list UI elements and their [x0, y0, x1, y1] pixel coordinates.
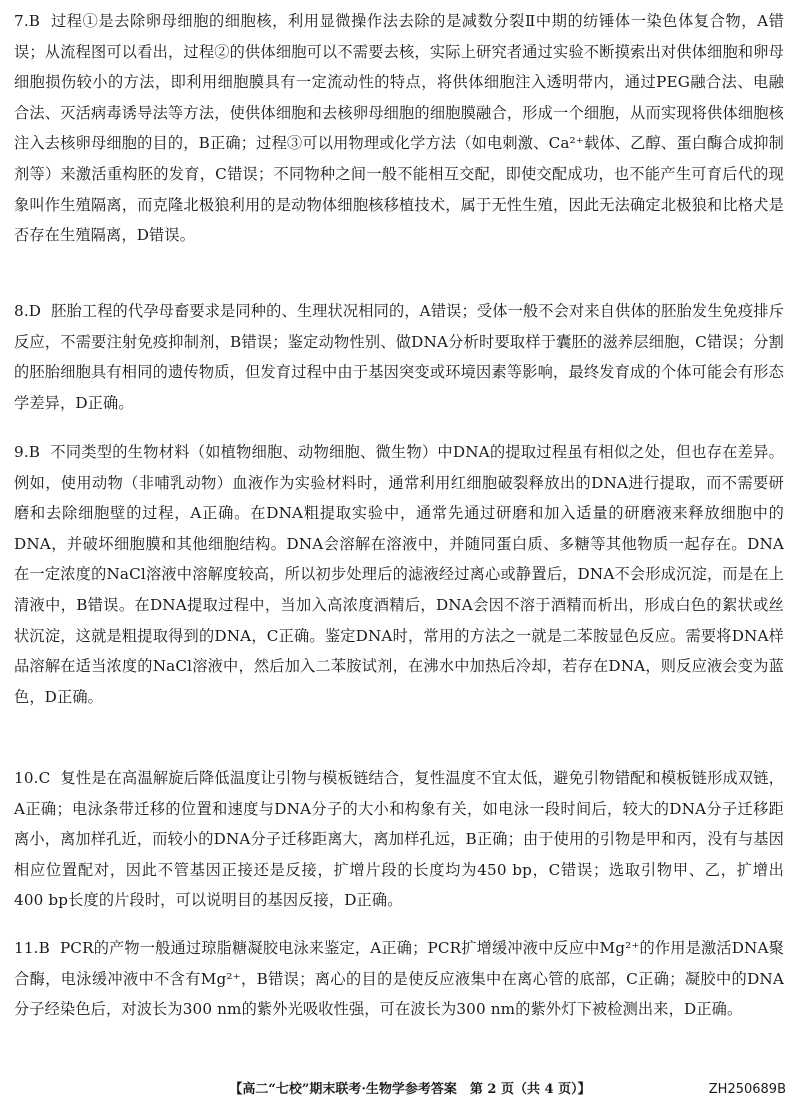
answer-item-11	[14, 933, 784, 1025]
answer-number: 8.	[14, 302, 29, 320]
answer-number: 7.	[14, 12, 29, 30]
page-footer	[0, 1078, 800, 1102]
answer-choice: D	[28, 302, 42, 320]
answer-explanation: 胚胎工程的代孕母畜要求是同种的、生理状况相同的，A错误；受体一般不会对来自供体的胚胎发生免疫排斥反应，不需要注射免疫抑制剂，B错误；鉴定动物性别、做DNA分析时要取样于囊胚的滋养层细胞，C错误；分割的胚胎细胞具有相同的遗传物质，但发育过程中由于基因突变或环境因素等影响，最终发育成的个体可能会有形态学差异，D正确。	[14, 302, 784, 412]
answer-choice: B	[28, 12, 41, 30]
answer-number: 9.	[14, 443, 29, 461]
answer-choice: C	[38, 769, 51, 787]
answer-explanation: 过程①是去除卵母细胞的细胞核，利用显微操作法去除的是减数分裂Ⅱ中期的纺锤体一染色体复合物，A错误；从流程图可以看出，过程②的供体细胞可以不需要去核，实际上研究者通过实验不断摸索出对供体细胞和卵母细胞损伤较小的方法，即利用细胞膜具有一定流动性的特点，将供体细胞注入透明带内，通过PEG融合法、电融合法、灭活病毒诱导法等方法，使供体细胞和去核卵母细胞的细胞膜融合，形成一个细胞，从而实现将供体细胞核注入去核卵母细胞的目的，B正确；过程③可以用物理或化学方法（如电刺激、Ca²⁺载体、乙醇、蛋白酶合成抑制剂等）来激活重构胚的发育，C错误；不同物种之间一般不能相互交配，即使交配成功，也不能产生可育后代的现象叫作生殖隔离，而克隆北极狼利用的是动物体细胞核移植技术，属于无性生殖，因此无法确定北极狼和比格犬是否存在生殖隔离，D错误。	[14, 12, 784, 245]
answer-choice: B	[28, 443, 41, 461]
answer-item-7	[14, 6, 784, 251]
answer-number: 10.	[14, 769, 39, 787]
answer-explanation: PCR的产物一般通过琼脂糖凝胶电泳来鉴定，A正确；PCR扩增缓冲液中反应中Mg²⁺的作用是激活DNA聚合酶，电泳缓冲液中不含有Mg²⁺，B错误；离心的目的是使反应液集中在离心管的底部，C正确；凝胶中的DNA分子经染色后，对波长为300 nm的紫外光吸收性强，可在波长为300 nm的紫外灯下被检测出来，D正确。	[14, 939, 784, 1019]
answer-choice: B	[38, 939, 50, 957]
answer-explanation: 复性是在高温解旋后降低温度让引物与模板链结合，复性温度不宜太低，避免引物错配和模板链形成双链，A正确；电泳条带迁移的位置和速度与DNA分子的大小和构象有关，如电泳一段时间后，较大的DNA分子迁移距离小，离加样孔近，而较小的DNA分子迁移距离大，离加样孔远，B正确；由于使用的引物是甲和丙，没有与基因相应位置配对，因此不管基因正接还是反接，扩增片段的长度均为450 bp，C错误；选取引物甲、乙，扩增出400 bp长度的片段时，可以说明目的基因反接，D正确。	[14, 769, 784, 910]
answer-explanation: 不同类型的生物材料（如植物细胞、动物细胞、微生物）中DNA的提取过程虽有相似之处，但也存在差异。例如，使用动物（非哺乳动物）血液作为实验材料时，通常利用红细胞破裂释放出的DNA进行提取，而不需要研磨和去除细胞壁的过程，A正确。在DNA粗提取实验中，通常先通过研磨和加入适量的研磨液来释放细胞中的DNA，并破坏细胞膜和其他细胞结构。DNA会溶解在溶液中，并随同蛋白质、多糖等其他物质一起存在。DNA在一定浓度的NaCl溶液中溶解度较高，所以初步处理后的滤液经过离心或静置后，DNA不会形成沉淀，而是在上清液中，B错误。在DNA提取过程中，当加入高浓度酒精后，DNA会因不溶于酒精而析出，形成白色的絮状或丝状沉淀，这就是粗提取得到的DNA，C正确。鉴定DNA时，常用的方法之一就是二苯胺显色反应。需要将DNA样品溶解在适当浓度的NaCl溶液中，然后加入二苯胺试剂，在沸水中加热后冷却，若存在DNA，则反应液会变为蓝色，D正确。	[14, 443, 784, 706]
document-code: ZH250689B	[708, 1082, 786, 1097]
answer-item-10	[14, 763, 784, 916]
answer-item-8	[14, 296, 784, 418]
answer-item-9	[14, 437, 784, 712]
answer-number: 11.	[14, 939, 39, 957]
footer-title: 【高二“七校”期末联考·生物学参考答案 第 2 页（共 4 页）】	[229, 1082, 591, 1097]
